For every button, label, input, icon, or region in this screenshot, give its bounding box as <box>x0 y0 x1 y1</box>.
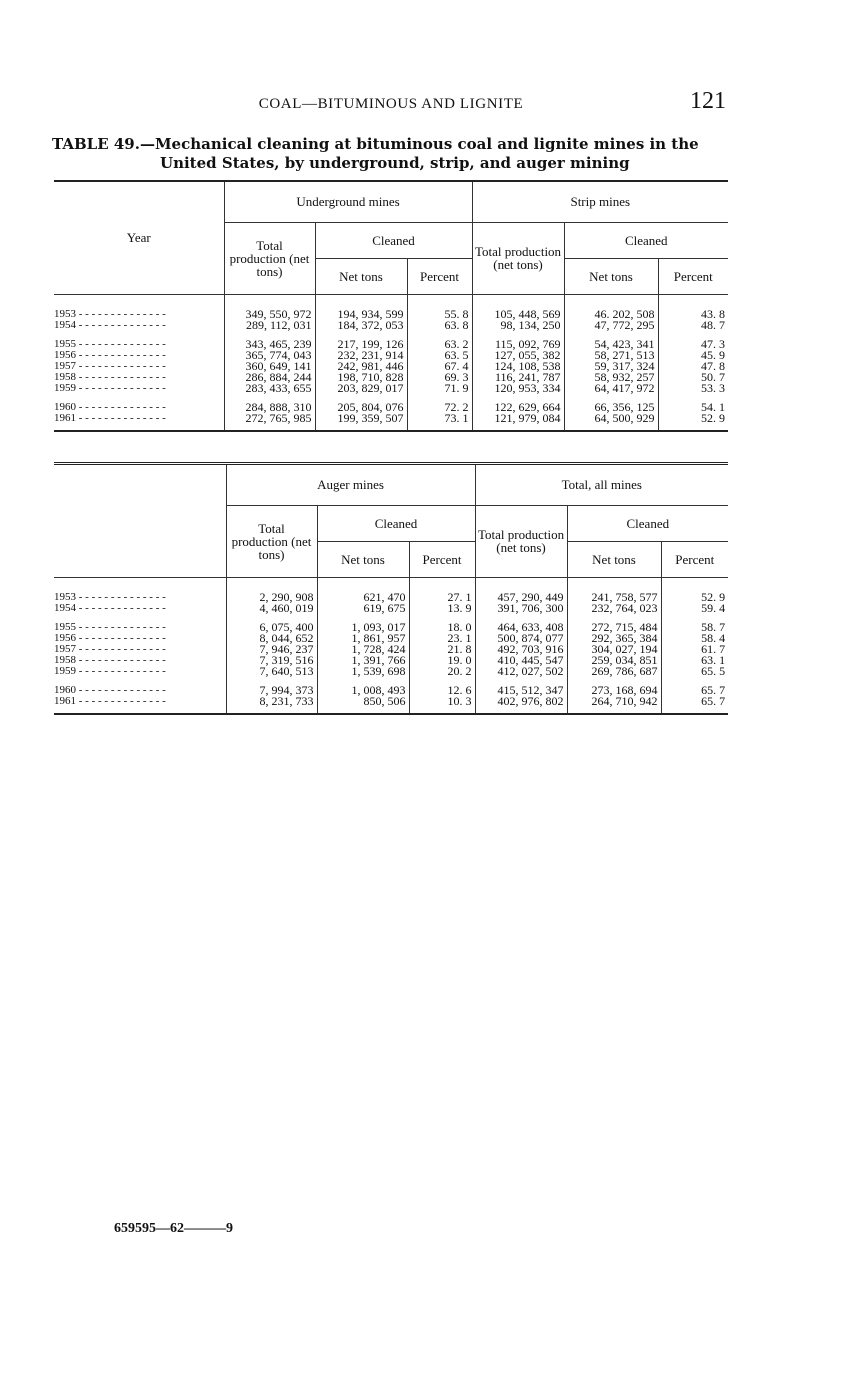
total-production-cell: 7, 319, 516 <box>226 655 317 666</box>
total-production-cell: 116, 241, 787 <box>472 372 564 383</box>
spacer-cell <box>54 677 226 685</box>
total-production-cell: 127, 055, 382 <box>472 350 564 361</box>
percent-header: Percent <box>658 258 728 294</box>
spacer-cell <box>472 331 564 339</box>
spacer-row <box>54 614 728 622</box>
leader-dots: - - - - - - - - - - - - - - <box>76 349 166 361</box>
cleaned-net-tons-cell: 199, 359, 507 <box>315 413 407 424</box>
cleaned-percent-cell: 63. 5 <box>407 350 472 361</box>
spacer-row <box>54 331 728 339</box>
year-label: 1955 <box>54 338 76 350</box>
leader-dots: - - - - - - - - - - - - - - <box>76 382 166 394</box>
cleaned-percent-cell: 53. 3 <box>658 383 728 394</box>
total-production-cell: 410, 445, 547 <box>475 655 567 666</box>
year-label: 1956 <box>54 632 76 644</box>
cleaned-net-tons-cell: 1, 539, 698 <box>317 666 409 677</box>
spacer-cell <box>658 424 728 431</box>
spacer-cell <box>567 614 661 622</box>
table-row <box>54 361 728 372</box>
total-production-cell: 500, 874, 077 <box>475 633 567 644</box>
spacer-cell <box>315 394 407 402</box>
spacer-cell <box>224 424 315 431</box>
group-header-strip: Strip mines <box>472 182 728 222</box>
spacer-cell <box>661 577 728 592</box>
spacer-cell <box>315 294 407 309</box>
leader-dots: - - - - - - - - - - - - - - <box>76 401 166 413</box>
spacer-cell <box>567 577 661 592</box>
total-production-cell: 115, 092, 769 <box>472 339 564 350</box>
year-cell <box>54 696 226 707</box>
table-row <box>54 350 728 361</box>
cleaned-net-tons-cell: 205, 804, 076 <box>315 402 407 413</box>
cleaned-header: Cleaned <box>315 222 472 258</box>
spacer-cell <box>226 707 317 714</box>
total-production-cell: 492, 703, 916 <box>475 644 567 655</box>
spacer-cell <box>409 707 475 714</box>
table-row <box>54 666 728 677</box>
cleaned-percent-cell: 61. 7 <box>661 644 728 655</box>
spacer-cell <box>407 294 472 309</box>
table-row <box>54 644 728 655</box>
total-production-cell: 2, 290, 908 <box>226 592 317 603</box>
leader-dots: - - - - - - - - - - - - - - <box>76 654 166 666</box>
spacer-cell <box>658 294 728 309</box>
cleaned-net-tons-cell: 621, 470 <box>317 592 409 603</box>
cleaned-percent-cell: 63. 1 <box>661 655 728 666</box>
cleaned-percent-cell: 59. 4 <box>661 603 728 614</box>
total-production-cell: 98, 134, 250 <box>472 320 564 331</box>
spacer-cell <box>564 394 658 402</box>
spacer-cell <box>317 577 409 592</box>
table-body <box>54 577 728 714</box>
cleaned-net-tons-cell: 198, 710, 828 <box>315 372 407 383</box>
spacer-cell <box>224 294 315 309</box>
cleaned-net-tons-cell: 232, 764, 023 <box>567 603 661 614</box>
cleaned-net-tons-cell: 292, 365, 384 <box>567 633 661 644</box>
cleaned-percent-cell: 72. 2 <box>407 402 472 413</box>
cleaned-net-tons-cell: 59, 317, 324 <box>564 361 658 372</box>
cleaned-percent-cell: 71. 9 <box>407 383 472 394</box>
cleaned-percent-cell: 55. 8 <box>407 309 472 320</box>
cleaned-percent-cell: 52. 9 <box>658 413 728 424</box>
year-cell <box>54 644 226 655</box>
spacer-cell <box>224 331 315 339</box>
print-code: 659595—62———9 <box>114 1221 233 1236</box>
cleaned-net-tons-cell: 46. 202, 508 <box>564 309 658 320</box>
cleaned-percent-cell: 20. 2 <box>409 666 475 677</box>
spacer-cell <box>407 331 472 339</box>
table-row <box>54 402 728 413</box>
cleaned-percent-cell: 18. 0 <box>409 622 475 633</box>
data-table <box>54 182 728 432</box>
table-row <box>54 309 728 320</box>
cleaned-net-tons-cell: 242, 981, 446 <box>315 361 407 372</box>
spacer-cell <box>661 707 728 714</box>
cleaned-header: Cleaned <box>564 222 728 258</box>
year-cell <box>54 339 224 350</box>
cleaned-net-tons-cell: 850, 506 <box>317 696 409 707</box>
total-production-cell: 124, 108, 538 <box>472 361 564 372</box>
cleaned-net-tons-cell: 273, 168, 694 <box>567 685 661 696</box>
spacer-cell <box>475 577 567 592</box>
year-label: 1956 <box>54 349 76 361</box>
year-label: 1955 <box>54 621 76 633</box>
cleaned-percent-cell: 10. 3 <box>409 696 475 707</box>
cleaned-percent-cell: 12. 6 <box>409 685 475 696</box>
year-cell <box>54 685 226 696</box>
spacer-cell <box>226 577 317 592</box>
leader-dots: - - - - - - - - - - - - - - <box>76 338 166 350</box>
cleaned-net-tons-cell: 184, 372, 053 <box>315 320 407 331</box>
total-production-cell: 415, 512, 347 <box>475 685 567 696</box>
spacer-cell <box>407 424 472 431</box>
total-production-cell: 8, 044, 652 <box>226 633 317 644</box>
total-production-cell: 7, 946, 237 <box>226 644 317 655</box>
total-production-cell: 286, 884, 244 <box>224 372 315 383</box>
net-tons-header: Net tons <box>315 258 407 294</box>
spacer-cell <box>54 294 224 309</box>
cleaned-net-tons-cell: 58, 932, 257 <box>564 372 658 383</box>
leader-dots: - - - - - - - - - - - - - - <box>76 665 166 677</box>
year-cell <box>54 402 224 413</box>
percent-header: Percent <box>409 541 475 577</box>
leader-dots: - - - - - - - - - - - - - - <box>76 319 166 331</box>
data-table <box>54 465 728 715</box>
total-production-cell: 4, 460, 019 <box>226 603 317 614</box>
cleaned-net-tons-cell: 619, 675 <box>317 603 409 614</box>
year-cell <box>54 633 226 644</box>
year-cell <box>54 361 224 372</box>
net-tons-header: Net tons <box>317 541 409 577</box>
cleaned-percent-cell: 69. 3 <box>407 372 472 383</box>
net-tons-header: Net tons <box>567 541 661 577</box>
table-row <box>54 622 728 633</box>
total-production-cell: 412, 027, 502 <box>475 666 567 677</box>
spacer-cell <box>567 707 661 714</box>
cleaned-net-tons-cell: 66, 356, 125 <box>564 402 658 413</box>
caption-line-1: TABLE 49.—Mechanical cleaning at bituminous coal and lignite mines in the <box>52 135 699 153</box>
table-row <box>54 685 728 696</box>
total-production-cell: 7, 994, 373 <box>226 685 317 696</box>
table-body <box>54 294 728 431</box>
cleaned-net-tons-cell: 203, 829, 017 <box>315 383 407 394</box>
cleaned-percent-cell: 48. 7 <box>658 320 728 331</box>
total-production-cell: 120, 953, 334 <box>472 383 564 394</box>
spacer-cell <box>661 614 728 622</box>
total-production-cell: 343, 465, 239 <box>224 339 315 350</box>
cleaned-header: Cleaned <box>317 505 475 541</box>
cleaned-header: Cleaned <box>567 505 728 541</box>
total-production-cell: 365, 774, 043 <box>224 350 315 361</box>
total-production-cell: 457, 290, 449 <box>475 592 567 603</box>
cleaned-net-tons-cell: 259, 034, 851 <box>567 655 661 666</box>
year-cell <box>54 655 226 666</box>
cleaned-percent-cell: 47. 3 <box>658 339 728 350</box>
total-production-cell: 7, 640, 513 <box>226 666 317 677</box>
page-number: 121 <box>690 88 726 114</box>
year-label: 1958 <box>54 654 76 666</box>
leader-dots: - - - - - - - - - - - - - - <box>76 360 166 372</box>
leader-dots: - - - - - - - - - - - - - - <box>76 308 166 320</box>
year-cell <box>54 622 226 633</box>
table-row <box>54 372 728 383</box>
spacer-cell <box>54 331 224 339</box>
spacer-cell <box>315 331 407 339</box>
spacer-cell <box>54 424 224 431</box>
year-label: 1961 <box>54 412 76 424</box>
table-caption <box>52 135 728 173</box>
running-title: COAL—BITUMINOUS AND LIGNITE <box>258 96 524 112</box>
group-header-auger: Auger mines <box>226 465 475 505</box>
leader-dots: - - - - - - - - - - - - - - <box>76 643 166 655</box>
cleaned-net-tons-cell: 1, 861, 957 <box>317 633 409 644</box>
spacer-cell <box>475 707 567 714</box>
total-production-cell: 284, 888, 310 <box>224 402 315 413</box>
total-production-cell: 391, 706, 300 <box>475 603 567 614</box>
net-tons-header: Net tons <box>564 258 658 294</box>
cleaned-net-tons-cell: 1, 008, 493 <box>317 685 409 696</box>
spacer-cell <box>472 394 564 402</box>
spacer-cell <box>564 331 658 339</box>
cleaned-percent-cell: 19. 0 <box>409 655 475 666</box>
total-production-header: Total production (net tons) <box>475 505 567 577</box>
total-production-cell: 8, 231, 733 <box>226 696 317 707</box>
cleaned-percent-cell: 45. 9 <box>658 350 728 361</box>
year-label: 1958 <box>54 371 76 383</box>
table-block-auger-total <box>54 462 728 715</box>
spacer-cell <box>409 577 475 592</box>
spacer-cell <box>54 614 226 622</box>
cleaned-percent-cell: 52. 9 <box>661 592 728 603</box>
cleaned-net-tons-cell: 217, 199, 126 <box>315 339 407 350</box>
cleaned-percent-cell: 13. 9 <box>409 603 475 614</box>
table-block-underground-strip <box>54 180 728 432</box>
cleaned-percent-cell: 65. 7 <box>661 685 728 696</box>
spacer-row <box>54 424 728 431</box>
total-production-cell: 464, 633, 408 <box>475 622 567 633</box>
total-production-header: Total production (net tons) <box>226 505 317 577</box>
year-label: 1953 <box>54 591 76 603</box>
total-production-cell: 349, 550, 972 <box>224 309 315 320</box>
percent-header: Percent <box>407 258 472 294</box>
group-header-total: Total, all mines <box>475 465 728 505</box>
year-cell <box>54 603 226 614</box>
table-row <box>54 655 728 666</box>
cleaned-net-tons-cell: 272, 715, 484 <box>567 622 661 633</box>
cleaned-percent-cell: 43. 8 <box>658 309 728 320</box>
leader-dots: - - - - - - - - - - - - - - <box>76 591 166 603</box>
cleaned-percent-cell: 58. 7 <box>661 622 728 633</box>
spacer-cell <box>564 294 658 309</box>
year-label: 1957 <box>54 360 76 372</box>
total-production-cell: 105, 448, 569 <box>472 309 564 320</box>
spacer-cell <box>317 614 409 622</box>
year-label: 1960 <box>54 684 76 696</box>
cleaned-net-tons-cell: 47, 772, 295 <box>564 320 658 331</box>
cleaned-percent-cell: 23. 1 <box>409 633 475 644</box>
total-production-header: Total production (net tons) <box>472 222 564 294</box>
table-row <box>54 592 728 603</box>
total-production-cell: 283, 433, 655 <box>224 383 315 394</box>
year-cell <box>54 592 226 603</box>
total-production-cell: 121, 979, 084 <box>472 413 564 424</box>
spacer-cell <box>409 614 475 622</box>
table-row <box>54 696 728 707</box>
cleaned-percent-cell: 67. 4 <box>407 361 472 372</box>
year-cell <box>54 413 224 424</box>
cleaned-net-tons-cell: 269, 786, 687 <box>567 666 661 677</box>
spacer-cell <box>472 294 564 309</box>
cleaned-percent-cell: 73. 1 <box>407 413 472 424</box>
cleaned-percent-cell: 27. 1 <box>409 592 475 603</box>
spacer-cell <box>409 677 475 685</box>
cleaned-percent-cell: 58. 4 <box>661 633 728 644</box>
spacer-row <box>54 294 728 309</box>
cleaned-net-tons-cell: 264, 710, 942 <box>567 696 661 707</box>
total-production-cell: 360, 649, 141 <box>224 361 315 372</box>
cleaned-percent-cell: 54. 1 <box>658 402 728 413</box>
leader-dots: - - - - - - - - - - - - - - <box>76 412 166 424</box>
spacer-cell <box>472 424 564 431</box>
running-head <box>56 88 726 120</box>
year-label: 1959 <box>54 665 76 677</box>
year-label: 1961 <box>54 695 76 707</box>
group-header-underground: Underground mines <box>224 182 472 222</box>
year-label: 1960 <box>54 401 76 413</box>
year-header: Year <box>54 182 224 294</box>
cleaned-percent-cell: 47. 8 <box>658 361 728 372</box>
cleaned-net-tons-cell: 1, 728, 424 <box>317 644 409 655</box>
total-production-header: Total production (net tons) <box>224 222 315 294</box>
cleaned-percent-cell: 65. 7 <box>661 696 728 707</box>
cleaned-percent-cell: 63. 2 <box>407 339 472 350</box>
spacer-cell <box>317 677 409 685</box>
year-cell <box>54 350 224 361</box>
spacer-cell <box>317 707 409 714</box>
cleaned-net-tons-cell: 194, 934, 599 <box>315 309 407 320</box>
year-cell <box>54 666 226 677</box>
year-cell <box>54 309 224 320</box>
table-row <box>54 320 728 331</box>
spacer-cell <box>54 577 226 592</box>
year-label: 1954 <box>54 602 76 614</box>
spacer-cell <box>475 614 567 622</box>
year-label: 1954 <box>54 319 76 331</box>
year-label: 1957 <box>54 643 76 655</box>
leader-dots: - - - - - - - - - - - - - - <box>76 602 166 614</box>
cleaned-net-tons-cell: 64, 417, 972 <box>564 383 658 394</box>
spacer-cell <box>567 677 661 685</box>
cleaned-percent-cell: 50. 7 <box>658 372 728 383</box>
spacer-cell <box>54 707 226 714</box>
spacer-row <box>54 577 728 592</box>
cleaned-net-tons-cell: 232, 231, 914 <box>315 350 407 361</box>
spacer-row <box>54 394 728 402</box>
leader-dots: - - - - - - - - - - - - - - <box>76 621 166 633</box>
cleaned-percent-cell: 65. 5 <box>661 666 728 677</box>
cleaned-net-tons-cell: 1, 093, 017 <box>317 622 409 633</box>
spacer-cell <box>661 677 728 685</box>
cleaned-percent-cell: 63. 8 <box>407 320 472 331</box>
total-production-cell: 289, 112, 031 <box>224 320 315 331</box>
leader-dots: - - - - - - - - - - - - - - <box>76 695 166 707</box>
leader-dots: - - - - - - - - - - - - - - <box>76 371 166 383</box>
total-production-cell: 402, 976, 802 <box>475 696 567 707</box>
spacer-cell <box>224 394 315 402</box>
table-row <box>54 413 728 424</box>
spacer-cell <box>226 677 317 685</box>
year-cell <box>54 383 224 394</box>
caption-line-2: United States, by underground, strip, and auger mining <box>160 154 630 172</box>
percent-header: Percent <box>661 541 728 577</box>
cleaned-percent-cell: 21. 8 <box>409 644 475 655</box>
spacer-cell <box>658 394 728 402</box>
spacer-cell <box>407 394 472 402</box>
leader-dots: - - - - - - - - - - - - - - <box>76 684 166 696</box>
year-header-blank <box>54 465 226 577</box>
cleaned-net-tons-cell: 241, 758, 577 <box>567 592 661 603</box>
year-label: 1959 <box>54 382 76 394</box>
spacer-cell <box>658 331 728 339</box>
cleaned-net-tons-cell: 64, 500, 929 <box>564 413 658 424</box>
spacer-row <box>54 707 728 714</box>
spacer-cell <box>475 677 567 685</box>
year-label: 1953 <box>54 308 76 320</box>
cleaned-net-tons-cell: 58, 271, 513 <box>564 350 658 361</box>
cleaned-net-tons-cell: 304, 027, 194 <box>567 644 661 655</box>
cleaned-net-tons-cell: 54, 423, 341 <box>564 339 658 350</box>
spacer-cell <box>315 424 407 431</box>
spacer-cell <box>54 394 224 402</box>
spacer-row <box>54 677 728 685</box>
year-cell <box>54 320 224 331</box>
total-production-cell: 122, 629, 664 <box>472 402 564 413</box>
table-row <box>54 339 728 350</box>
total-production-cell: 6, 075, 400 <box>226 622 317 633</box>
total-production-cell: 272, 765, 985 <box>224 413 315 424</box>
table-row <box>54 383 728 394</box>
spacer-cell <box>226 614 317 622</box>
spacer-cell <box>564 424 658 431</box>
leader-dots: - - - - - - - - - - - - - - <box>76 632 166 644</box>
cleaned-net-tons-cell: 1, 391, 766 <box>317 655 409 666</box>
year-cell <box>54 372 224 383</box>
table-row <box>54 603 728 614</box>
table-row <box>54 633 728 644</box>
